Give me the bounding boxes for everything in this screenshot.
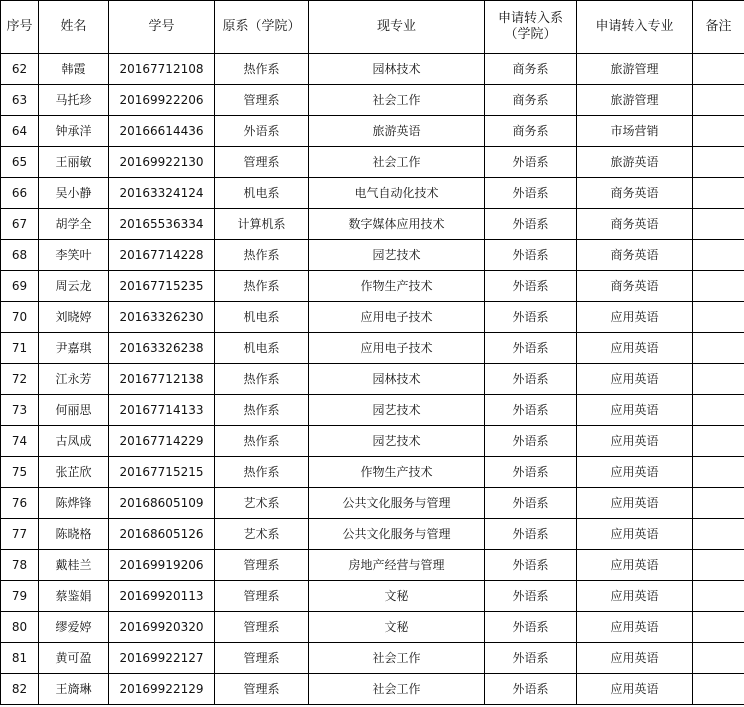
cell-name: 江永芳 [39, 364, 109, 395]
cell-orig-dept: 外语系 [215, 116, 309, 147]
cell-student-id: 20169920320 [109, 612, 215, 643]
cell-cur-major: 社会工作 [309, 85, 485, 116]
cell-remarks [693, 54, 744, 85]
cell-target-dept: 外语系 [485, 426, 577, 457]
cell-name: 张芷欣 [39, 457, 109, 488]
cell-seq: 75 [1, 457, 39, 488]
cell-remarks [693, 395, 744, 426]
cell-target-major: 商务英语 [577, 178, 693, 209]
cell-name: 钟承洋 [39, 116, 109, 147]
table-row [1, 209, 744, 240]
header-student-id: 学号 [109, 1, 215, 54]
cell-target-major: 旅游管理 [577, 85, 693, 116]
table-row [1, 457, 744, 488]
cell-student-id: 20167715235 [109, 271, 215, 302]
cell-name: 吴小静 [39, 178, 109, 209]
cell-remarks [693, 147, 744, 178]
table-row [1, 147, 744, 178]
header-seq: 序号 [1, 1, 39, 54]
header-target-dept-line2: （学院） [504, 27, 557, 42]
table-row [1, 240, 744, 271]
header-target-dept-line1: 申请转入系 [497, 10, 563, 26]
cell-target-dept: 外语系 [485, 240, 577, 271]
cell-seq: 63 [1, 85, 39, 116]
cell-cur-major: 社会工作 [309, 643, 485, 674]
cell-remarks [693, 302, 744, 333]
cell-cur-major: 园艺技术 [309, 395, 485, 426]
cell-seq: 72 [1, 364, 39, 395]
cell-cur-major: 园艺技术 [309, 426, 485, 457]
cell-name: 周云龙 [39, 271, 109, 302]
cell-target-dept: 外语系 [485, 302, 577, 333]
cell-remarks [693, 240, 744, 271]
cell-student-id: 20163326230 [109, 302, 215, 333]
cell-seq: 74 [1, 426, 39, 457]
cell-seq: 80 [1, 612, 39, 643]
cell-cur-major: 公共文化服务与管理 [309, 488, 485, 519]
table-row [1, 395, 744, 426]
cell-name: 陈烨锋 [39, 488, 109, 519]
cell-orig-dept: 热作系 [215, 271, 309, 302]
cell-remarks [693, 116, 744, 147]
cell-cur-major: 作物生产技术 [309, 457, 485, 488]
cell-seq: 73 [1, 395, 39, 426]
header-remarks: 备注 [693, 1, 744, 54]
cell-remarks [693, 364, 744, 395]
cell-student-id: 20167714228 [109, 240, 215, 271]
cell-target-major: 应用英语 [577, 612, 693, 643]
table-row [1, 116, 744, 147]
cell-seq: 67 [1, 209, 39, 240]
cell-seq: 76 [1, 488, 39, 519]
cell-orig-dept: 热作系 [215, 426, 309, 457]
cell-remarks [693, 581, 744, 612]
cell-target-major: 应用英语 [577, 457, 693, 488]
cell-target-dept: 外语系 [485, 395, 577, 426]
cell-remarks [693, 271, 744, 302]
cell-target-major: 市场营销 [577, 116, 693, 147]
table-row [1, 271, 744, 302]
cell-target-major: 应用英语 [577, 519, 693, 550]
cell-target-dept: 外语系 [485, 271, 577, 302]
cell-cur-major: 社会工作 [309, 674, 485, 705]
cell-target-dept: 外语系 [485, 333, 577, 364]
cell-student-id: 20167714229 [109, 426, 215, 457]
cell-seq: 81 [1, 643, 39, 674]
cell-target-dept: 商务系 [485, 85, 577, 116]
cell-name: 陈晓格 [39, 519, 109, 550]
cell-remarks [693, 209, 744, 240]
cell-target-dept: 商务系 [485, 116, 577, 147]
cell-orig-dept: 机电系 [215, 333, 309, 364]
cell-target-major: 应用英语 [577, 426, 693, 457]
cell-seq: 68 [1, 240, 39, 271]
table-row [1, 364, 744, 395]
cell-orig-dept: 管理系 [215, 612, 309, 643]
cell-target-dept: 商务系 [485, 54, 577, 85]
header-cur-major: 现专业 [309, 1, 485, 54]
cell-student-id: 20169922130 [109, 147, 215, 178]
cell-remarks [693, 674, 744, 705]
cell-cur-major: 数字媒体应用技术 [309, 209, 485, 240]
cell-target-major: 应用英语 [577, 302, 693, 333]
cell-target-dept: 外语系 [485, 674, 577, 705]
header-orig-dept: 原系（学院） [215, 1, 309, 54]
cell-seq: 79 [1, 581, 39, 612]
table-body [1, 54, 744, 705]
cell-name: 黄可盈 [39, 643, 109, 674]
cell-name: 何丽思 [39, 395, 109, 426]
table-row [1, 550, 744, 581]
table-row [1, 674, 744, 705]
cell-target-dept: 外语系 [485, 643, 577, 674]
cell-student-id: 20167712138 [109, 364, 215, 395]
cell-student-id: 20168605126 [109, 519, 215, 550]
cell-target-dept: 外语系 [485, 612, 577, 643]
cell-student-id: 20169922206 [109, 85, 215, 116]
cell-student-id: 20169920113 [109, 581, 215, 612]
header-target-dept [485, 1, 577, 54]
cell-remarks [693, 488, 744, 519]
cell-cur-major: 房地产经营与管理 [309, 550, 485, 581]
cell-student-id: 20169922129 [109, 674, 215, 705]
cell-student-id: 20167712108 [109, 54, 215, 85]
cell-orig-dept: 管理系 [215, 147, 309, 178]
table-row [1, 178, 744, 209]
cell-target-dept: 外语系 [485, 147, 577, 178]
cell-name: 蔡鉴娟 [39, 581, 109, 612]
cell-seq: 65 [1, 147, 39, 178]
cell-target-major: 应用英语 [577, 581, 693, 612]
cell-target-major: 应用英语 [577, 364, 693, 395]
cell-cur-major: 园艺技术 [309, 240, 485, 271]
cell-student-id: 20167714133 [109, 395, 215, 426]
cell-name: 王旖琳 [39, 674, 109, 705]
cell-target-major: 应用英语 [577, 643, 693, 674]
cell-orig-dept: 热作系 [215, 364, 309, 395]
cell-orig-dept: 管理系 [215, 674, 309, 705]
table-row [1, 302, 744, 333]
cell-student-id: 20169919206 [109, 550, 215, 581]
cell-seq: 82 [1, 674, 39, 705]
table-row [1, 426, 744, 457]
table-row [1, 643, 744, 674]
table-header-row [1, 1, 744, 54]
cell-orig-dept: 热作系 [215, 54, 309, 85]
cell-orig-dept: 管理系 [215, 85, 309, 116]
table-row [1, 488, 744, 519]
cell-name: 马托珍 [39, 85, 109, 116]
cell-remarks [693, 550, 744, 581]
cell-orig-dept: 管理系 [215, 550, 309, 581]
cell-student-id: 20169922127 [109, 643, 215, 674]
cell-orig-dept: 热作系 [215, 395, 309, 426]
cell-seq: 70 [1, 302, 39, 333]
cell-cur-major: 园林技术 [309, 54, 485, 85]
cell-student-id: 20165536334 [109, 209, 215, 240]
cell-student-id: 20163326238 [109, 333, 215, 364]
cell-cur-major: 旅游英语 [309, 116, 485, 147]
cell-target-dept: 外语系 [485, 519, 577, 550]
header-name: 姓名 [39, 1, 109, 54]
table-row [1, 581, 744, 612]
cell-target-dept: 外语系 [485, 488, 577, 519]
cell-cur-major: 电气自动化技术 [309, 178, 485, 209]
cell-cur-major: 文秘 [309, 581, 485, 612]
cell-target-dept: 外语系 [485, 550, 577, 581]
cell-remarks [693, 612, 744, 643]
cell-target-major: 应用英语 [577, 333, 693, 364]
cell-orig-dept: 热作系 [215, 240, 309, 271]
cell-name: 戴桂兰 [39, 550, 109, 581]
table-row [1, 333, 744, 364]
cell-orig-dept: 艺术系 [215, 519, 309, 550]
cell-remarks [693, 426, 744, 457]
cell-target-dept: 外语系 [485, 178, 577, 209]
cell-target-dept: 外语系 [485, 581, 577, 612]
cell-orig-dept: 机电系 [215, 302, 309, 333]
cell-name: 缪爱婷 [39, 612, 109, 643]
cell-student-id: 20168605109 [109, 488, 215, 519]
cell-orig-dept: 机电系 [215, 178, 309, 209]
cell-orig-dept: 管理系 [215, 581, 309, 612]
cell-student-id: 20167715215 [109, 457, 215, 488]
cell-student-id: 20163324124 [109, 178, 215, 209]
cell-orig-dept: 艺术系 [215, 488, 309, 519]
cell-cur-major: 作物生产技术 [309, 271, 485, 302]
cell-name: 刘晓婷 [39, 302, 109, 333]
cell-target-major: 商务英语 [577, 271, 693, 302]
cell-seq: 78 [1, 550, 39, 581]
cell-target-major: 商务英语 [577, 240, 693, 271]
cell-cur-major: 文秘 [309, 612, 485, 643]
cell-target-major: 应用英语 [577, 674, 693, 705]
cell-student-id: 20166614436 [109, 116, 215, 147]
cell-name: 尹嘉琪 [39, 333, 109, 364]
cell-remarks [693, 178, 744, 209]
cell-cur-major: 应用电子技术 [309, 333, 485, 364]
cell-target-major: 旅游英语 [577, 147, 693, 178]
table-row [1, 85, 744, 116]
cell-name: 胡学全 [39, 209, 109, 240]
cell-name: 古凤成 [39, 426, 109, 457]
table-row [1, 54, 744, 85]
table-row [1, 612, 744, 643]
cell-seq: 66 [1, 178, 39, 209]
cell-cur-major: 应用电子技术 [309, 302, 485, 333]
cell-remarks [693, 85, 744, 116]
cell-seq: 62 [1, 54, 39, 85]
cell-cur-major: 公共文化服务与管理 [309, 519, 485, 550]
cell-seq: 69 [1, 271, 39, 302]
cell-name: 李笑叶 [39, 240, 109, 271]
cell-name: 王丽敏 [39, 147, 109, 178]
cell-orig-dept: 计算机系 [215, 209, 309, 240]
header-target-major: 申请转入专业 [577, 1, 693, 54]
cell-name: 韩霞 [39, 54, 109, 85]
cell-cur-major: 社会工作 [309, 147, 485, 178]
cell-target-major: 应用英语 [577, 550, 693, 581]
cell-remarks [693, 457, 744, 488]
cell-target-major: 旅游管理 [577, 54, 693, 85]
cell-target-dept: 外语系 [485, 364, 577, 395]
cell-target-major: 应用英语 [577, 395, 693, 426]
cell-target-major: 商务英语 [577, 209, 693, 240]
cell-target-dept: 外语系 [485, 457, 577, 488]
table-row [1, 519, 744, 550]
cell-seq: 71 [1, 333, 39, 364]
cell-seq: 77 [1, 519, 39, 550]
cell-remarks [693, 643, 744, 674]
cell-seq: 64 [1, 116, 39, 147]
cell-remarks [693, 519, 744, 550]
cell-target-major: 应用英语 [577, 488, 693, 519]
cell-orig-dept: 热作系 [215, 457, 309, 488]
cell-orig-dept: 管理系 [215, 643, 309, 674]
cell-remarks [693, 333, 744, 364]
cell-cur-major: 园林技术 [309, 364, 485, 395]
cell-target-dept: 外语系 [485, 209, 577, 240]
